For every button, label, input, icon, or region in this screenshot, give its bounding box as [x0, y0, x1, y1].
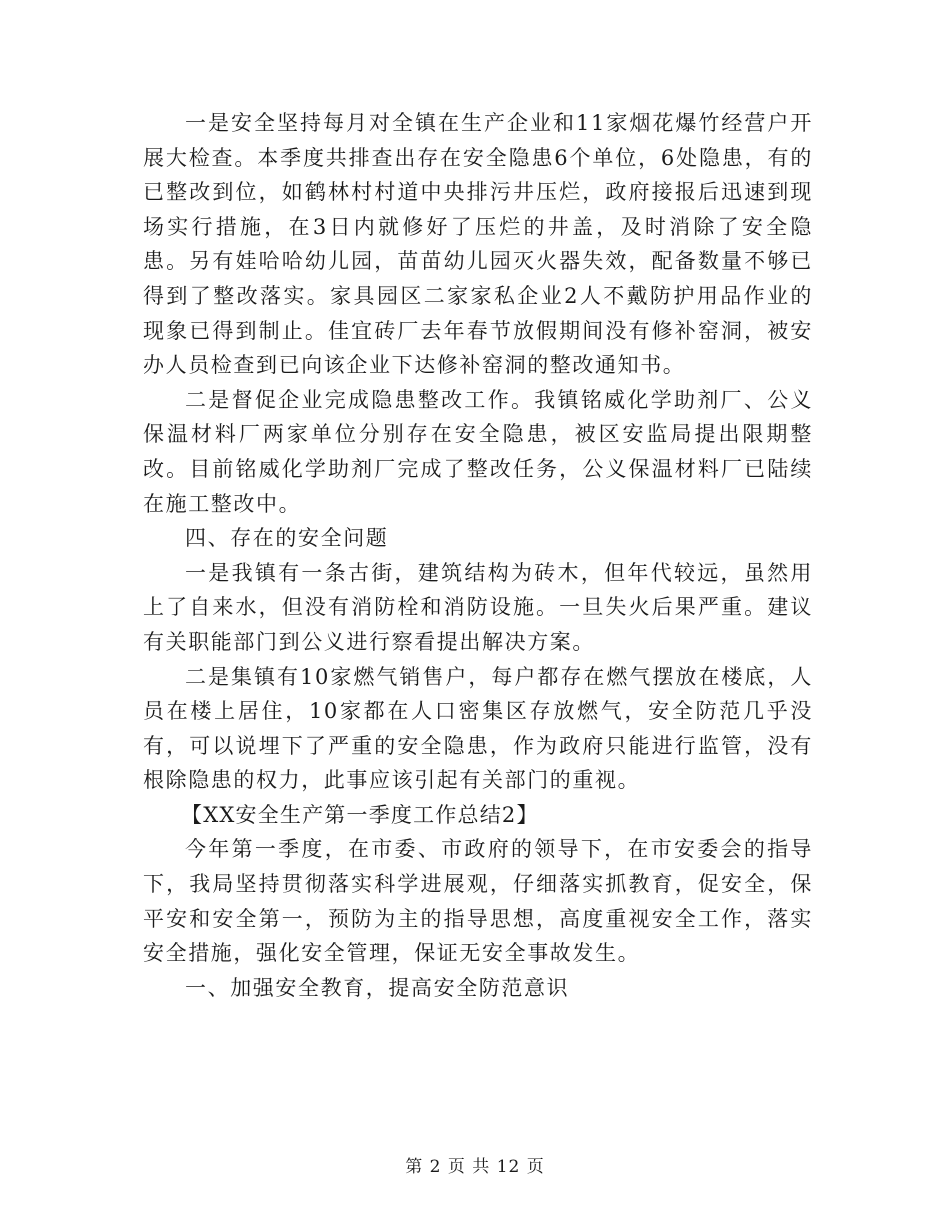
paragraph-old-street: 一是我镇有一条古街，建筑结构为砖木，但年代较远，虽然用上了自来水，但没有消防栓和消防设施。一旦失火后果严重。建议有关职能部门到公义进行察看提出解决方案。: [143, 560, 813, 654]
section-heading-problems: 四、存在的安全问题: [185, 526, 389, 551]
section-heading-education: 一、加强安全教育，提高安全防范意识: [185, 975, 570, 1000]
paragraph-gas-sellers: 二是集镇有10家燃气销售户，每户都存在燃气摆放在楼底，人员在楼上居住，10家都在人口密集区存放燃气，安全防范几乎没有，可以说埋下了严重的安全隐患，作为政府只能进行监管，没有根除隐患的权力，此事应该引起有关部门的重视。: [143, 664, 813, 793]
paragraph-rectification: 二是督促企业完成隐患整改工作。我镇铭威化学助剂厂、公义保温材料厂两家单位分别存在安全隐患，被区安监局提出限期整改。目前铭威化学助剂厂完成了整改任务，公义保温材料厂已陆续在施工整改中。: [143, 387, 813, 516]
document-body: [143, 106, 813, 1005]
paragraph-inspection: 一是安全坚持每月对全镇在生产企业和11家烟花爆竹经营户开展大检查。本季度共排查出存在安全隐患6个单位，6处隐患，有的已整改到位，如鹤林村村道中央排污井压烂，政府接报后迅速到现场实行措施，在3日内就修好了压烂的井盖，及时消除了安全隐患。另有娃哈哈幼儿园，苗苗幼儿园灭火器失效，配备数量不够已得到了整改落实。家具园区二家家私企业2人不戴防护用品作业的现象已得到制止。佳宜砖厂去年春节放假期间没有修补窑洞，被安办人员检查到已向该企业下达修补窑洞的整改通知书。: [143, 111, 813, 378]
paragraph-intro: 今年第一季度，在市委、市政府的领导下，在市安委会的指导下，我局坚持贯彻落实科学进展观，仔细落实抓教育，促安全，保平安和安全第一，预防为主的指导思想，高度重视安全工作，落实安全措施，强化安全管理，保证无安全事故发生。: [143, 837, 813, 966]
page-number-footer: 第 2 页 共 12 页: [405, 1157, 545, 1177]
summary-title: 【XX安全生产第一季度工作总结2】: [181, 802, 539, 827]
